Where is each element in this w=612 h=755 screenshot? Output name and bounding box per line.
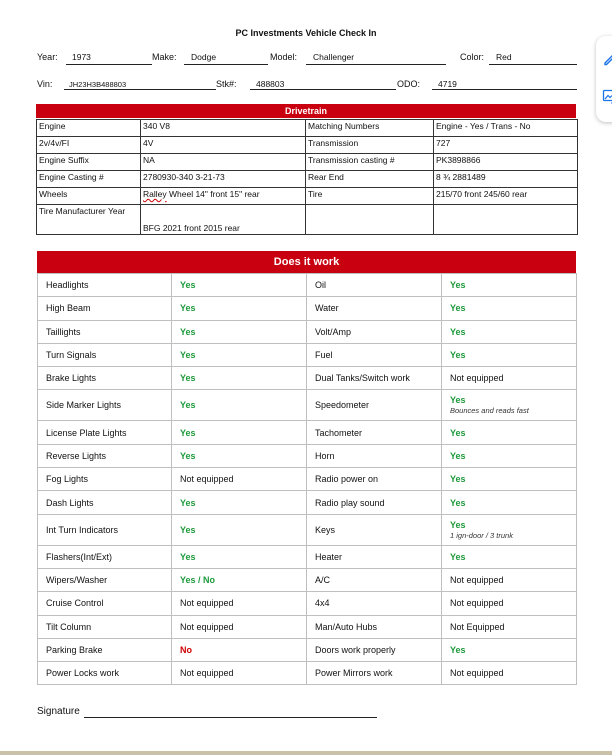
check-item-label-text: Tachometer [315, 427, 363, 438]
check-item-status [442, 444, 577, 467]
check-item-label [307, 468, 442, 491]
table-row [38, 297, 577, 320]
stk-label: Stk#: [216, 79, 237, 89]
check-item-label-text: Oil [315, 280, 326, 291]
check-item-status-text: Yes [180, 350, 196, 361]
check-item-label [38, 421, 172, 444]
signature-label: Signature [37, 706, 80, 717]
check-item-status [442, 367, 577, 390]
check-item-status-text: Yes [450, 519, 466, 530]
check-item-label [307, 638, 442, 661]
check-item-status [442, 545, 577, 568]
check-item-status [442, 274, 577, 297]
check-item-status [442, 343, 577, 366]
table-row [38, 421, 577, 444]
table-row [38, 468, 577, 491]
check-item-label-text: Flashers(Int/Ext) [46, 551, 113, 562]
table-row [38, 320, 577, 343]
check-item-status [442, 320, 577, 343]
check-item-label [38, 568, 172, 591]
check-item-status [172, 320, 307, 343]
check-item-status [442, 421, 577, 444]
model-underline [306, 64, 446, 65]
check-item-status-text: Yes [180, 280, 196, 291]
table-row [37, 205, 578, 235]
check-item-status-text: Yes [450, 427, 466, 438]
drivetrain-label: Rear End [306, 171, 434, 188]
check-item-status-text: Not equipped [180, 598, 234, 609]
check-item-status-text: Yes [450, 326, 466, 337]
page-bottom-edge [0, 751, 612, 755]
check-item-status-text: Yes / No [180, 575, 216, 586]
check-item-label-text: Man/Auto Hubs [315, 621, 378, 632]
status-note: Bounces and reads fast [450, 406, 529, 416]
table-row [37, 154, 578, 171]
check-item-label-text: 4x4 [315, 598, 330, 609]
document-title: PC Investments Vehicle Check In [235, 28, 377, 38]
table-row [38, 343, 577, 366]
table-row [38, 545, 577, 568]
year-value: 1973 [72, 52, 91, 62]
check-item-label [38, 592, 172, 615]
drivetrain-value: 215/70 front 245/60 rear [434, 188, 578, 205]
check-item-label [38, 297, 172, 320]
table-row [38, 662, 577, 685]
table-row [38, 514, 577, 545]
check-item-label-text: Dash Lights [46, 497, 94, 508]
check-item-label [307, 390, 442, 421]
check-item-label [38, 390, 172, 421]
make-underline [184, 64, 268, 65]
year-label: Year: [37, 52, 58, 62]
check-item-label-text: Fog Lights [46, 474, 89, 485]
check-item-label-text: Dual Tanks/Switch work [315, 373, 410, 384]
table-row [38, 390, 577, 421]
check-item-status-text: Yes [450, 551, 466, 562]
check-item-status-text: Yes [450, 450, 466, 461]
check-item-label [307, 421, 442, 444]
check-item-label-text: Volt/Amp [315, 326, 352, 337]
check-item-label-text: Wipers/Washer [46, 575, 108, 586]
drivetrain-value: NA [141, 154, 306, 171]
check-item-status-text: Not equipped [450, 373, 504, 384]
check-item-status [172, 390, 307, 421]
check-item-status-text: Yes [180, 524, 196, 535]
check-item-label-text: Radio play sound [315, 497, 385, 508]
check-item-label [307, 320, 442, 343]
vin-underline [64, 89, 216, 90]
check-item-label-text: Side Marker Lights [46, 400, 122, 411]
check-item-label [38, 545, 172, 568]
check-item-label [307, 297, 442, 320]
check-item-label [307, 568, 442, 591]
check-item-status-text: Yes [450, 497, 466, 508]
drivetrain-value [141, 188, 306, 205]
check-item-status [172, 367, 307, 390]
table-row [37, 120, 578, 137]
drivetrain-label: Wheels [37, 188, 141, 205]
check-item-label-text: License Plate Lights [46, 427, 127, 438]
check-item-status [442, 568, 577, 591]
does-it-work-table [37, 273, 577, 685]
make-value: Dodge [191, 52, 217, 62]
year-underline [66, 64, 152, 65]
check-item-status-text: Yes [180, 303, 196, 314]
check-item-label [38, 320, 172, 343]
check-item-status [442, 514, 577, 545]
model-label: Model: [270, 52, 298, 62]
drivetrain-label: Transmission casting # [306, 154, 434, 171]
check-item-status-text: Not equipped [450, 598, 504, 609]
drivetrain-label: Transmission [306, 137, 434, 154]
table-row [38, 568, 577, 591]
check-item-label-text: Fuel [315, 350, 333, 361]
check-item-label-text: A/C [315, 575, 331, 586]
drivetrain-value: 4V [141, 137, 306, 154]
check-item-label-text: Water [315, 303, 339, 314]
check-item-label-text: Power Mirrors work [315, 668, 393, 679]
check-item-label-text: Parking Brake [46, 645, 103, 655]
check-item-label [38, 274, 172, 297]
drivetrain-label: Engine [37, 120, 141, 137]
table-row [37, 137, 578, 154]
table-row [38, 615, 577, 638]
check-item-label-text: Headlights [46, 280, 89, 291]
table-row [37, 188, 578, 205]
check-item-status-text: Yes [450, 350, 466, 361]
check-item-label [38, 367, 172, 390]
check-item-status-text: Yes [180, 497, 196, 508]
check-item-label [38, 444, 172, 467]
stk-value: 488803 [256, 79, 285, 89]
check-item-label [38, 491, 172, 514]
check-item-status [172, 297, 307, 320]
check-item-label-text: Tilt Column [46, 621, 92, 632]
check-item-label-text: Doors work properly [315, 645, 396, 655]
model-value: Challenger [313, 52, 355, 62]
check-item-status-text: Not equipped [180, 621, 234, 632]
check-item-label [307, 367, 442, 390]
table-row [38, 491, 577, 514]
check-item-label-text: Speedometer [315, 400, 370, 411]
check-item-label [38, 615, 172, 638]
table-row [38, 444, 577, 467]
check-item-label [38, 468, 172, 491]
odo-underline [432, 89, 577, 90]
check-item-label [307, 662, 442, 685]
check-item-status-text: Yes [450, 474, 466, 485]
check-item-label [38, 638, 172, 661]
drivetrain-label: Tire Manufacturer Year [37, 205, 141, 235]
check-item-status [442, 491, 577, 514]
drivetrain-table [36, 119, 578, 235]
spellcheck-word: Ralley [143, 189, 167, 199]
check-item-label [307, 514, 442, 545]
check-item-status [172, 421, 307, 444]
check-item-status [172, 343, 307, 366]
table-row [37, 171, 578, 188]
check-item-status-text: Yes [450, 645, 466, 655]
check-item-status [172, 615, 307, 638]
check-item-label [307, 615, 442, 638]
table-row [38, 638, 577, 661]
check-item-label [307, 343, 442, 366]
check-item-label [38, 343, 172, 366]
check-item-status-text: Yes [180, 551, 196, 562]
color-underline [489, 64, 577, 65]
drivetrain-label [306, 205, 434, 235]
check-item-label-text: Radio power on [315, 474, 379, 485]
check-item-status-text: Yes [180, 450, 196, 461]
check-item-status-text: Not equipped [180, 474, 234, 485]
check-item-label [307, 545, 442, 568]
drivetrain-value: 8 ¾ 2881489 [434, 171, 578, 188]
status-note: 1 ign-door / 3 trunk [450, 530, 513, 540]
table-row [38, 274, 577, 297]
check-item-status [172, 568, 307, 591]
wheels-value-rest: Wheel 14" front 15" rear [166, 189, 260, 199]
drivetrain-value: PK3898866 [434, 154, 578, 171]
drivetrain-value: Engine - Yes / Trans - No [434, 120, 578, 137]
check-item-label-text: Power Locks work [46, 668, 120, 679]
check-item-status-text: Yes [450, 395, 466, 406]
check-item-status [172, 274, 307, 297]
check-item-label-text: Reverse Lights [46, 450, 107, 461]
drivetrain-value: 2780930-340 3-21-73 [141, 171, 306, 188]
floating-toolbar [596, 36, 612, 122]
color-label: Color: [460, 52, 485, 62]
drivetrain-label: Engine Suffix [37, 154, 141, 171]
drivetrain-label: Matching Numbers [306, 120, 434, 137]
check-item-label-text: Int Turn Indicators [46, 524, 119, 535]
check-item-status [442, 297, 577, 320]
check-item-status [172, 545, 307, 568]
check-item-label-text: Cruise Control [46, 598, 104, 609]
check-item-status-text: Yes [450, 280, 466, 291]
check-item-status-text: No [180, 645, 192, 655]
check-item-status-text: Not equipped [450, 668, 504, 679]
check-item-status-text: Not equipped [180, 668, 234, 679]
check-item-status-text: Yes [180, 400, 196, 411]
check-item-status [442, 390, 577, 421]
check-item-status [442, 468, 577, 491]
check-item-label [38, 662, 172, 685]
check-item-status [172, 491, 307, 514]
check-item-status [172, 638, 307, 661]
drivetrain-label: 2v/4v/FI [37, 137, 141, 154]
check-item-status-text: Not equipped [450, 575, 504, 586]
check-item-label-text: Keys [315, 524, 336, 535]
check-item-status [442, 662, 577, 685]
check-item-status [172, 444, 307, 467]
check-item-label [38, 514, 172, 545]
check-item-status [442, 615, 577, 638]
drivetrain-value [434, 205, 578, 235]
drivetrain-label: Engine Casting # [37, 171, 141, 188]
stk-underline [250, 89, 396, 90]
check-item-status [172, 468, 307, 491]
drivetrain-header: Drivetrain [36, 104, 576, 118]
make-label: Make: [152, 52, 177, 62]
drivetrain-label: Tire [306, 188, 434, 205]
check-item-status-text: Not Equipped [450, 621, 505, 632]
drivetrain-value: BFG 2021 front 2015 rear [141, 205, 306, 235]
check-item-status [442, 592, 577, 615]
signature-line[interactable] [84, 717, 377, 718]
check-item-status-text: Yes [180, 373, 196, 384]
check-item-status [442, 638, 577, 661]
does-it-work-header: Does it work [37, 251, 576, 273]
odo-value: 4719 [438, 79, 457, 89]
vin-label: Vin: [37, 79, 53, 89]
check-item-status [172, 592, 307, 615]
check-item-label-text: High Beam [46, 303, 91, 314]
vin-value: JH23H3B488803 [69, 80, 127, 89]
check-item-label-text: Heater [315, 551, 343, 562]
check-item-status-text: Yes [180, 427, 196, 438]
drivetrain-value: 340 V8 [141, 120, 306, 137]
check-item-label-text: Brake Lights [46, 373, 97, 384]
check-item-label [307, 491, 442, 514]
table-row [38, 367, 577, 390]
check-item-status [172, 662, 307, 685]
check-item-label [307, 444, 442, 467]
drivetrain-value: 727 [434, 137, 578, 154]
edit-sparkle-icon[interactable] [602, 50, 612, 66]
image-edit-icon[interactable] [602, 88, 612, 104]
color-value: Red [496, 52, 512, 62]
check-item-label-text: Turn Signals [46, 350, 97, 361]
check-item-label-text: Horn [315, 450, 335, 461]
check-item-status-text: Yes [180, 326, 196, 337]
check-item-label [307, 592, 442, 615]
check-item-label [307, 274, 442, 297]
check-item-label-text: Taillights [46, 326, 81, 337]
check-item-status-text: Yes [450, 303, 466, 314]
table-row [38, 592, 577, 615]
check-item-status [172, 514, 307, 545]
odo-label: ODO: [397, 79, 421, 89]
